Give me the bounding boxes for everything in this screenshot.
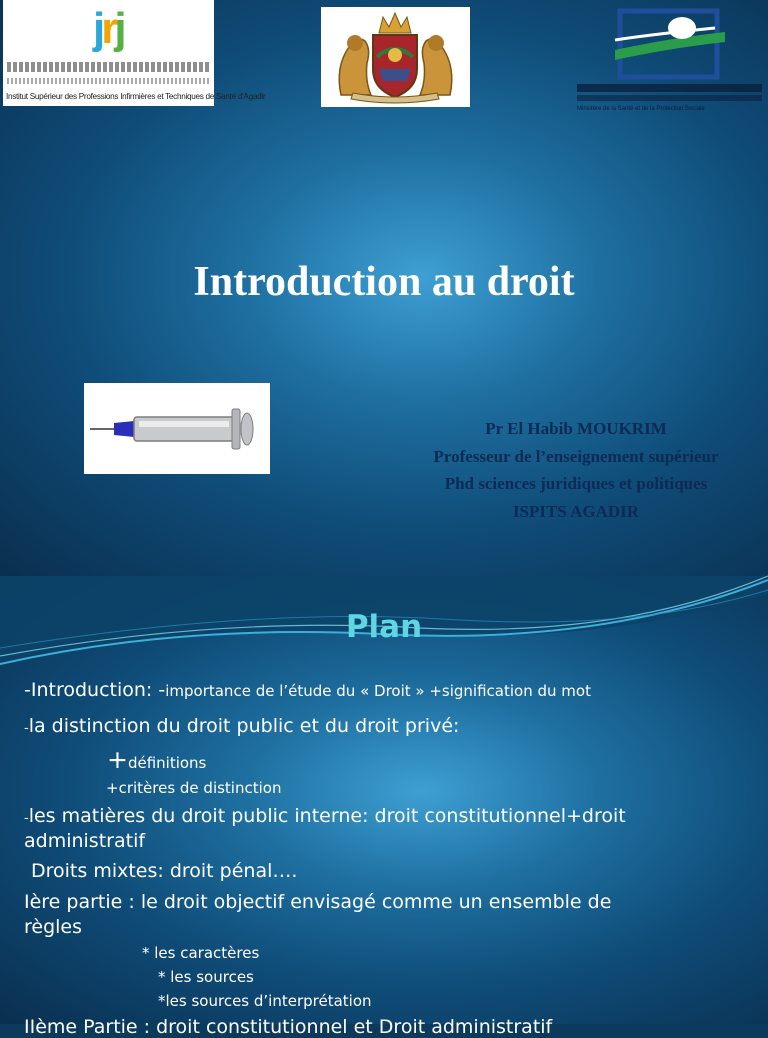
tifinagh-script-line xyxy=(7,78,210,84)
syringe-image xyxy=(84,383,270,474)
author-name: Pr El Habib MOUKRIM xyxy=(485,419,667,438)
plan-item-distinction: -la distinction du droit public et du droit privé: xyxy=(24,715,460,737)
plan-subitem-definitions: +définitions xyxy=(107,745,207,774)
author-block xyxy=(400,415,752,525)
plan-item-partie2: IIème Partie : droit constitutionnel et Droit administratif xyxy=(24,1016,553,1038)
plan-item-droits-mixtes: Droits mixtes: droit pénal…. xyxy=(31,860,298,882)
plan-list xyxy=(0,576,768,1038)
plan-title: Plan xyxy=(345,609,423,645)
arabic-script-line xyxy=(7,62,210,72)
ministry-logo xyxy=(575,8,765,116)
plan-subitem-sources-interpretation: *les sources d’interprétation xyxy=(158,992,372,1010)
moroccan-coat-of-arms xyxy=(321,7,470,107)
ispits-caption: Institut Supérieur des Professions Infirmières et Techniques de Santé d'Agadir xyxy=(6,92,266,101)
ispits-logo-mark: jrj xyxy=(93,4,123,53)
plan-slide xyxy=(0,576,768,1038)
ispits-logo xyxy=(3,0,266,106)
plan-item-matieres-cont: administratif xyxy=(24,830,146,852)
author-role: Professeur de l’enseignement supérieur xyxy=(433,446,719,466)
plan-subitem-caracteres: * les caractères xyxy=(142,944,260,962)
plan-subitem-sources: * les sources xyxy=(158,968,254,986)
plan-subitem-criteres: +critères de distinction xyxy=(106,779,282,797)
author-institution: ISPITS AGADIR xyxy=(512,501,640,521)
plan-item-partie1: Ière partie : le droit objectif envisagé comme un ensemble de xyxy=(24,891,612,913)
author-degree: Phd sciences juridiques et politiques xyxy=(444,474,708,493)
plan-item-partie1-cont: règles xyxy=(24,916,83,938)
presentation-title: Introduction au droit xyxy=(193,259,575,305)
plan-item-matieres: -les matières du droit public interne: droit constitutionnel+droit xyxy=(24,805,626,827)
plan-item-introduction: -Introduction: -importance de l’étude du « Droit » +signification du mot xyxy=(24,679,591,701)
ministry-caption: Ministère de la Santé et de la Protection Sociale xyxy=(577,106,705,112)
